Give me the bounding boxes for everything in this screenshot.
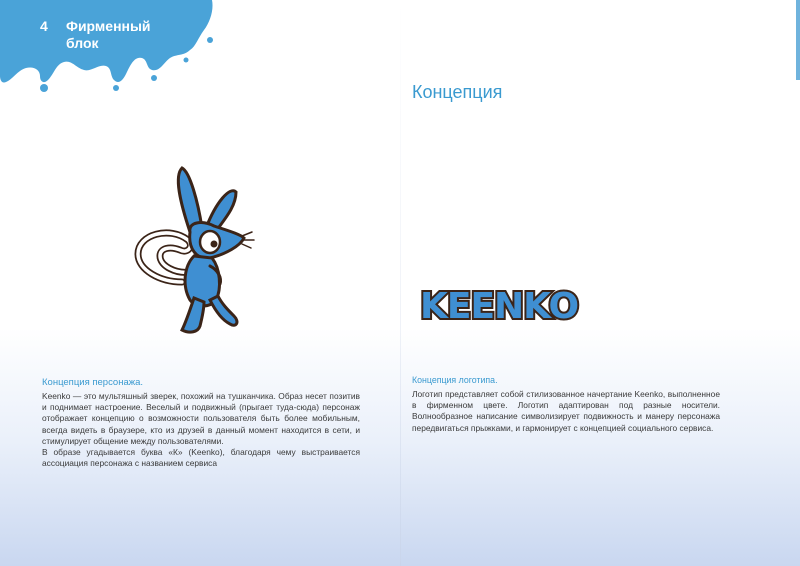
- logo-concept-paragraph: Логотип представляет собой стилизованное начертание Keenko, выполненное в фирменном цвете. Логотип адаптирован под разные носители. Волнообразное написание символизирует подвижность и манеру персонажа передвигаться прыжками, и гармонирует с концепцией социального сервиса.: [412, 389, 720, 433]
- page-title: Концепция: [412, 82, 503, 102]
- character-concept-paragraph: В образе угадывается буква «К» (Keenko), благодаря чему выстраивается ассоциация персонажа с названием сервиса: [42, 447, 360, 469]
- jerboa-mascot-icon: [130, 162, 260, 342]
- spread-divider: [400, 0, 401, 566]
- character-concept-paragraph: Keenko — это мультяшный зверек, похожий на тушканчика. Образ несет позитив и поднимает настроение. Веселый и подвижный (прыгает туда-сюда) персонаж отображает концепцию о возможности пользователя быть более мобильным, всегда видеть в браузере, кто из друзей в данный момент находится в сети, и стимулирует общение между пользователями.: [42, 391, 360, 446]
- section-number: 4: [40, 18, 48, 34]
- character-concept-text: [42, 391, 360, 469]
- keenko-logo: [408, 280, 590, 328]
- section-title: Фирменный блок: [66, 18, 151, 51]
- logo-wordmark: KEENKO: [419, 286, 579, 327]
- logo-concept-caption: Концепция логотипа.: [412, 375, 498, 385]
- logo-concept-text: [412, 389, 720, 434]
- page-edge-strip: [796, 0, 800, 80]
- character-concept-caption: Концепция персонажа.: [42, 377, 144, 388]
